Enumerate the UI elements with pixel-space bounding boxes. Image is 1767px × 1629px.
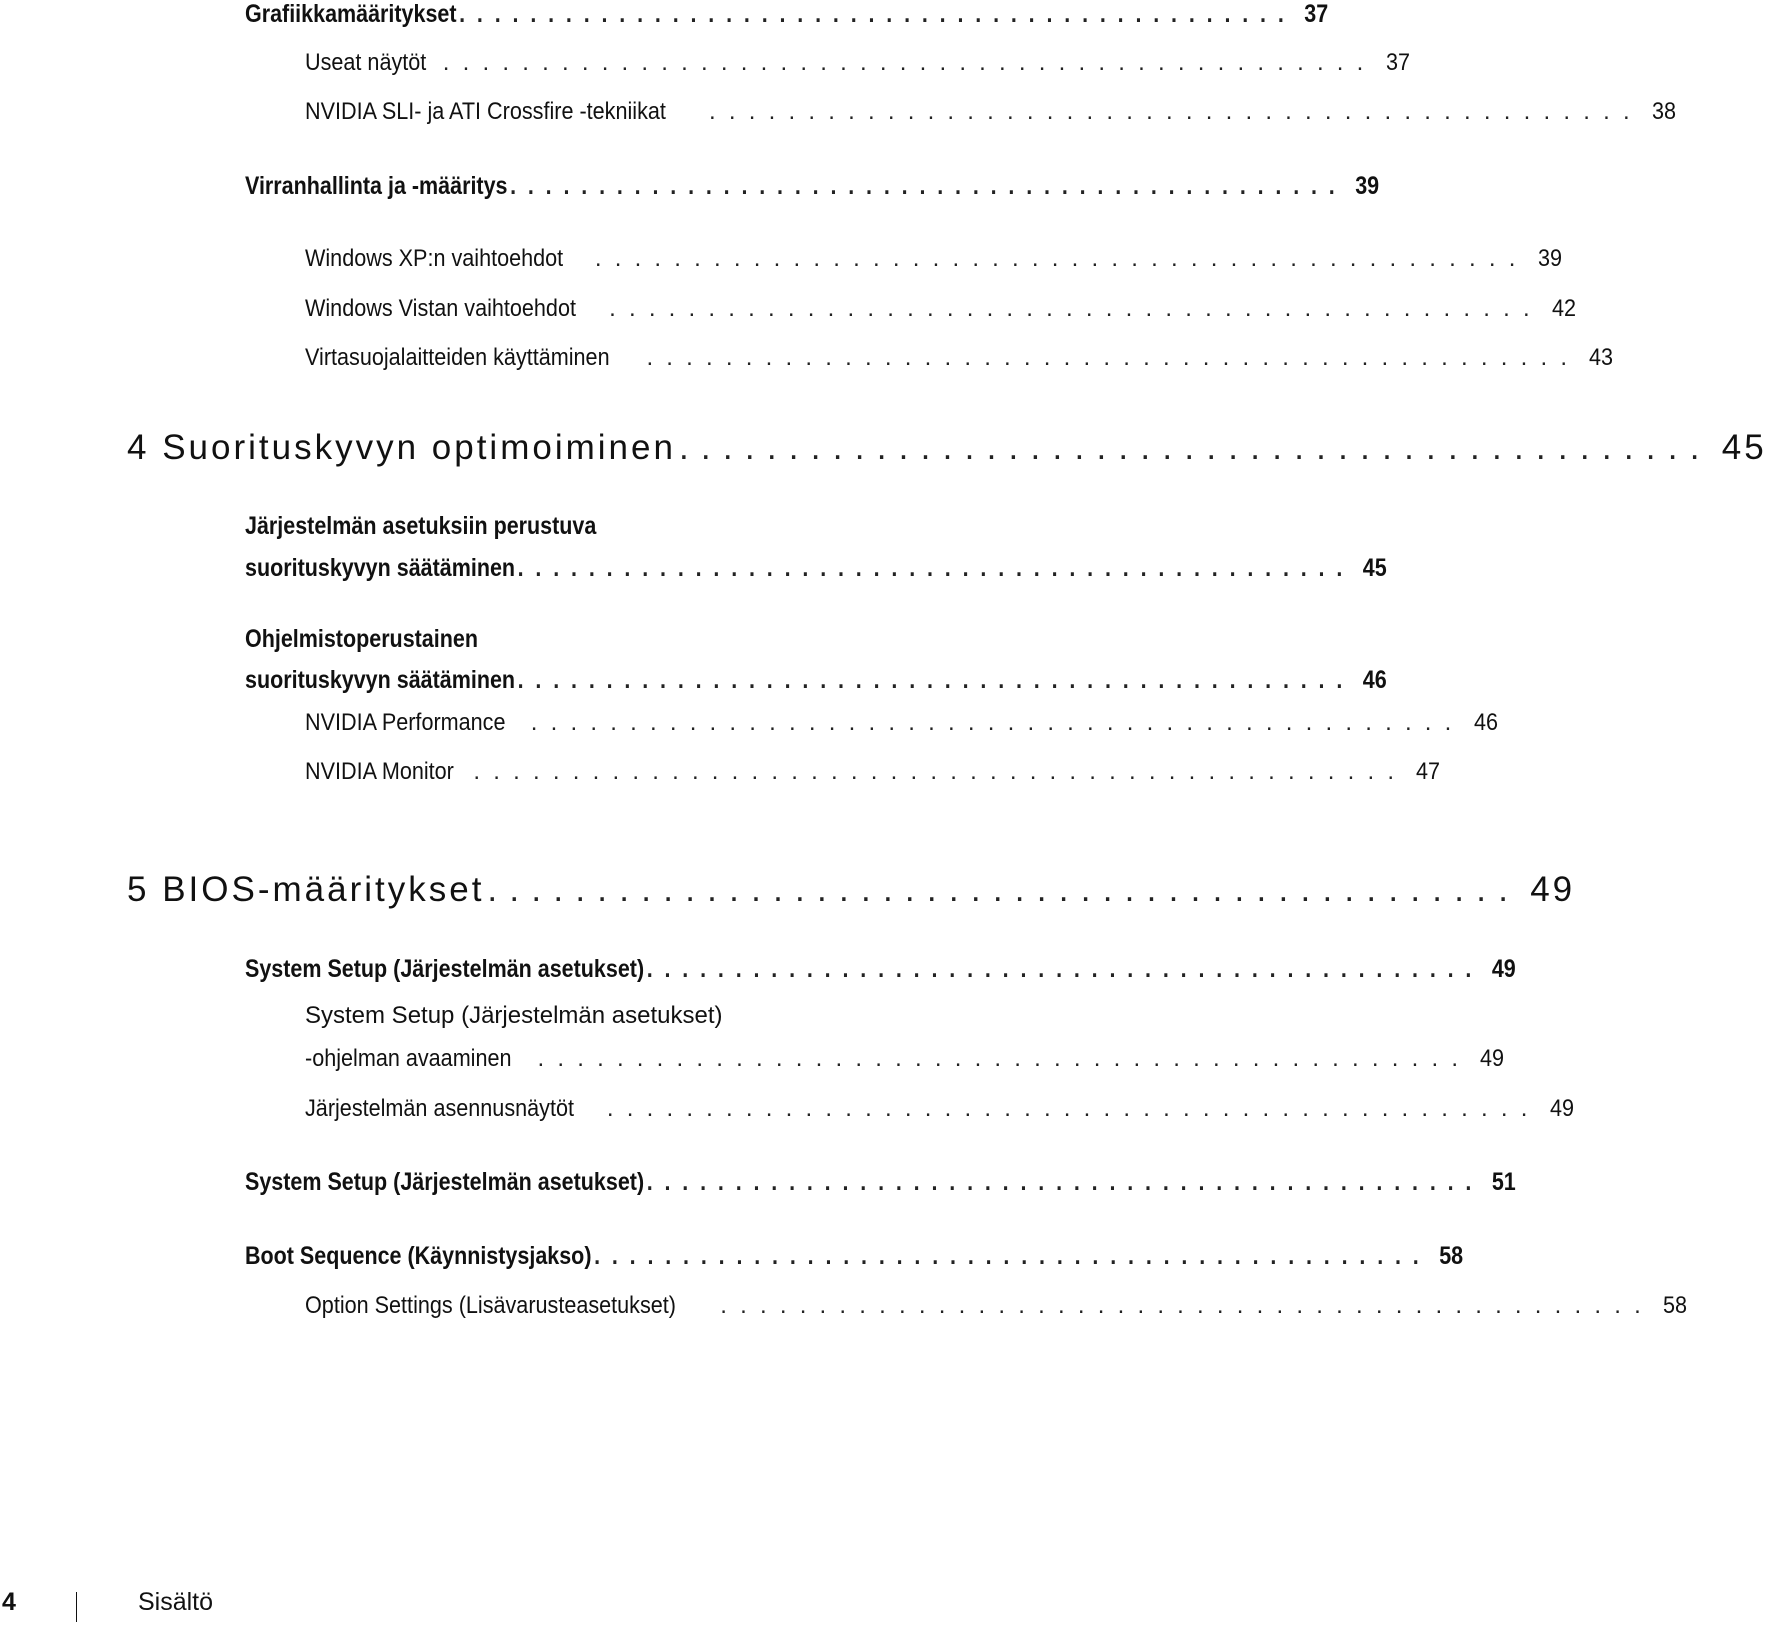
toc-entry[interactable] [305, 295, 1576, 323]
toc-leader-dots: ............................................... [678, 428, 1712, 467]
toc-page-number: 43 [1589, 344, 1614, 371]
toc-page-number: 42 [1551, 295, 1576, 322]
toc-entry-label: System Setup (Järjestelmän asetukset) [245, 955, 645, 983]
toc-entry-first-line: Ohjelmistoperustainen [245, 625, 478, 653]
toc-entry[interactable] [245, 955, 1516, 984]
toc-leader-dots: ............................................... [720, 1292, 1655, 1319]
toc-entry-label: -ohjelman avaaminen [305, 1045, 512, 1072]
page-footer [0, 1588, 960, 1628]
toc-entry[interactable] [305, 245, 1562, 273]
toc-entry-label: Järjestelmän asennusnäytöt [305, 1095, 574, 1122]
toc-entry[interactable] [245, 0, 1329, 29]
toc-entry-label: Useat näytöt [305, 49, 427, 76]
toc-leader-dots: ............................................... [537, 1045, 1472, 1072]
footer-divider [76, 1592, 77, 1622]
toc-page-number: 58 [1439, 1242, 1464, 1270]
toc-entry[interactable] [305, 344, 1614, 372]
toc-leader-dots: ............................................... [594, 245, 1529, 272]
toc-entry-label: Windows Vistan vaihtoehdot [305, 295, 576, 322]
toc-page-number: 51 [1491, 1168, 1516, 1196]
toc-leader-dots: ............................................... [646, 1168, 1484, 1196]
toc-page-number: 39 [1537, 245, 1562, 272]
toc-leader-dots: ............................................... [487, 870, 1521, 909]
toc-page-number: 49 [1549, 1095, 1574, 1122]
toc-entry-label: NVIDIA SLI- ja ATI Crossfire -tekniikat [305, 98, 666, 125]
toc-page-number: 49 [1530, 870, 1576, 909]
footer-page-number: 4 [2, 1588, 16, 1616]
footer-section-name: Sisältö [138, 1588, 214, 1616]
toc-entry[interactable] [245, 666, 1387, 695]
toc-entry-label: Windows XP:n vaihtoehdot [305, 245, 564, 272]
toc-entry-label: Grafiikkamääritykset [245, 0, 457, 28]
toc-entry-label: Option Settings (Lisävarusteasetukset) [305, 1292, 676, 1319]
toc-page-number: 37 [1304, 0, 1329, 28]
toc-entry-label: NVIDIA Monitor [305, 758, 454, 785]
toc-page-number: 45 [1362, 554, 1387, 582]
toc-entry-label: suorituskyvyn säätäminen [245, 554, 516, 582]
toc-leader-dots: ............................................... [459, 0, 1296, 28]
toc-entry[interactable] [245, 1168, 1516, 1197]
toc-entry-label: System Setup (Järjestelmän asetukset) [245, 1168, 645, 1196]
toc-chapter-label: 5 BIOS-määritykset [127, 870, 485, 909]
toc-leader-dots: ............................................... [510, 172, 1347, 200]
toc-page-number: 37 [1385, 49, 1410, 76]
toc-leader-dots: ............................................... [530, 709, 1465, 736]
toc-entry[interactable] [245, 554, 1387, 583]
toc-page-number: 49 [1491, 955, 1516, 983]
toc-entry[interactable] [305, 1292, 1688, 1320]
toc-leader-dots: ............................................... [517, 666, 1355, 694]
toc-entry[interactable] [305, 49, 1410, 77]
toc-chapter-label: 4 Suorituskyvyn optimoiminen [127, 428, 676, 467]
toc-page-number: 47 [1416, 758, 1441, 785]
toc-leader-dots: ............................................... [594, 1242, 1431, 1270]
toc-page-number: 49 [1480, 1045, 1505, 1072]
toc-leader-dots: ............................................... [606, 1095, 1541, 1122]
toc-entry-label: Virranhallinta ja -määritys [245, 172, 508, 200]
toc-leader-dots: ............................................... [517, 554, 1355, 582]
toc-page-number: 38 [1651, 98, 1676, 125]
toc-leader-dots: ............................................... [646, 344, 1581, 371]
toc-leader-dots: ............................................... [609, 295, 1543, 322]
toc-page-number: 58 [1663, 1292, 1688, 1319]
toc-page-number: 46 [1362, 666, 1387, 694]
toc-entry-label: suorituskyvyn säätäminen [245, 666, 516, 694]
toc-leader-dots: ............................................... [709, 98, 1643, 125]
toc-entry[interactable] [305, 1095, 1574, 1123]
toc-page-number: 39 [1355, 172, 1380, 200]
toc-entry[interactable] [245, 1242, 1464, 1271]
toc-entry-label: Boot Sequence (Käynnistysjakso) [245, 1242, 592, 1270]
toc-chapter-entry[interactable] [127, 870, 1576, 910]
toc-chapter-entry[interactable] [127, 428, 1767, 468]
toc-entry-label: Virtasuojalaitteiden käyttäminen [305, 344, 610, 371]
toc-entry[interactable] [305, 709, 1498, 737]
toc-entry[interactable] [305, 98, 1676, 126]
toc-entry-first-line: System Setup (Järjestelmän asetukset) [305, 1002, 723, 1029]
toc-entry-first-line: Järjestelmän asetuksiin perustuva [245, 512, 597, 540]
toc-leader-dots: ............................................... [442, 49, 1377, 76]
toc-leader-dots: ............................................... [473, 758, 1408, 785]
toc-entry[interactable] [245, 172, 1380, 201]
toc-entry-label: NVIDIA Performance [305, 709, 506, 736]
toc-page-number: 46 [1473, 709, 1498, 736]
toc-entry[interactable] [305, 1045, 1505, 1073]
toc-entry[interactable] [305, 758, 1441, 786]
toc-page-number: 45 [1721, 428, 1767, 467]
toc-leader-dots: ............................................... [646, 955, 1484, 983]
